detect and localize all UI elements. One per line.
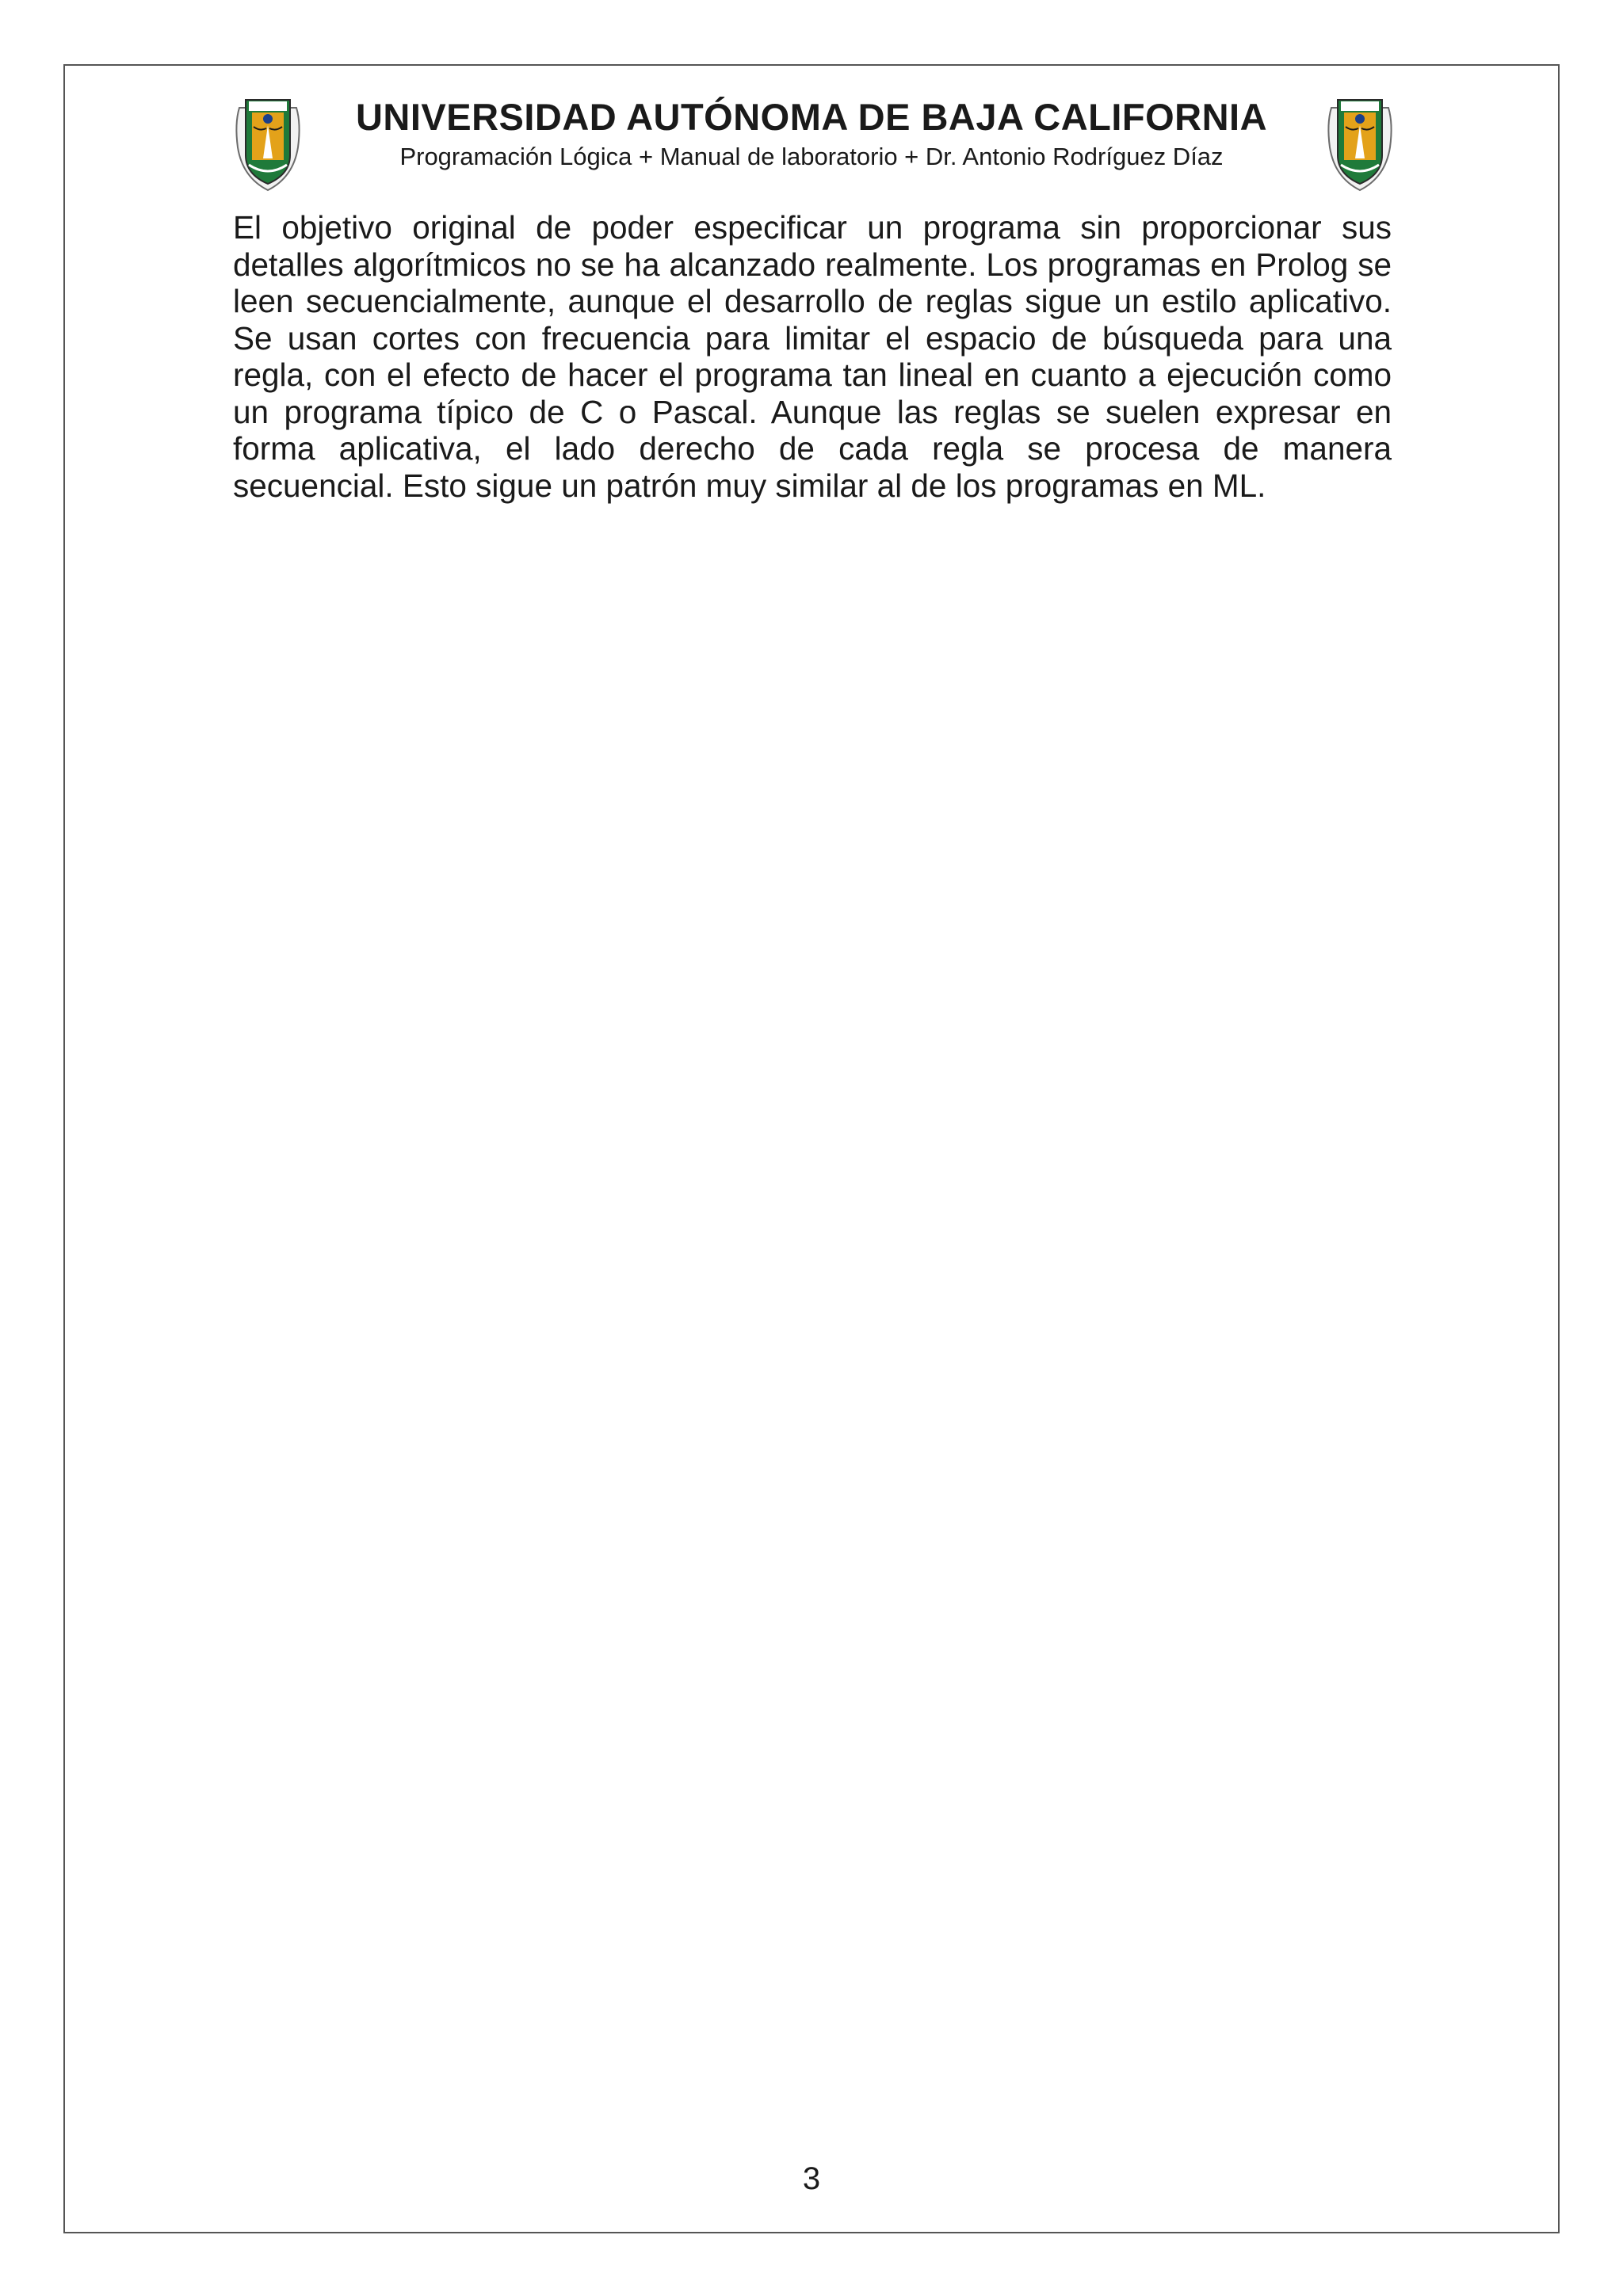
page-number: 3 (802, 2161, 821, 2196)
university-crest-icon (1323, 92, 1396, 193)
body-paragraph: El objetivo original de poder especificar un programa sin proporcionar sus detalles algorítmicos no se ha alcanzado realmente. Los programas en Prolog se leen secuencialmente, aunque el desarrollo de reglas sigue un estilo aplicativo. Se usan cortes con frecuencia para limitar el espacio de búsqueda para una regla, con el efecto de hacer el programa tan lineal en cuanto a ejecución como un programa típico de C o Pascal. Aunque las reglas se suelen expresar en forma aplicativa, el lado derecho de cada regla se procesa de manera secuencial. Esto sigue un patrón muy similar al de los programas en ML. (233, 209, 1392, 504)
course-subtitle: Programación Lógica + Manual de laboratorio + Dr. Antonio Rodríguez Díaz (399, 143, 1224, 170)
page-header (0, 0, 1623, 206)
university-name: UNIVERSIDAD AUTÓNOMA DE BAJA CALIFORNIA (355, 96, 1268, 138)
